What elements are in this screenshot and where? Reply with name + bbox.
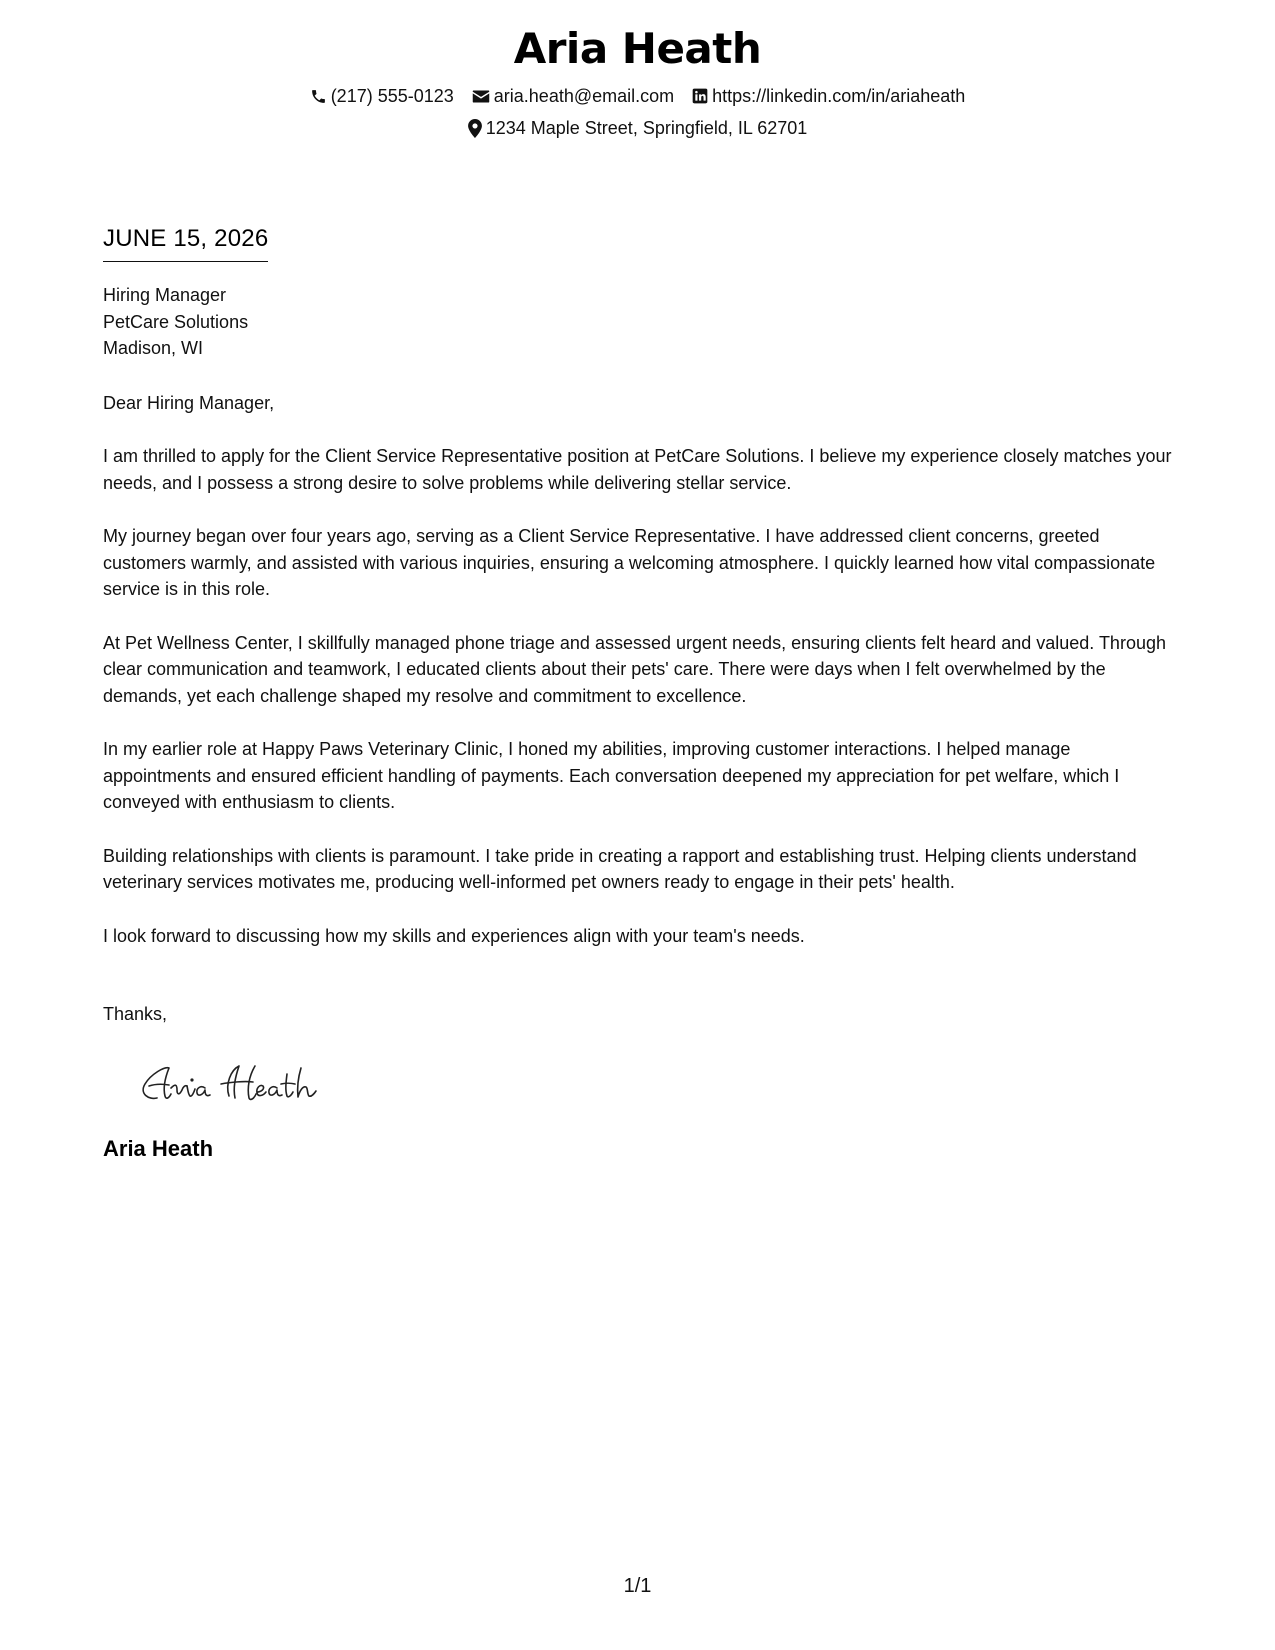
envelope-icon <box>472 89 490 104</box>
body-paragraph: In my earlier role at Happy Paws Veterinary Clinic, I honed my abilities, improving customer interactions. I helped manage appointments and ensured efficient handling of payments. Each conversation deepened my appreciation for pet welfare, which I conveyed with enthusiasm to clients. <box>103 739 1120 812</box>
letter-header <box>0 18 1275 142</box>
linkedin-link[interactable]: https://linkedin.com/in/ariaheath <box>712 86 966 106</box>
contact-row-primary <box>0 82 1275 110</box>
letter-body <box>103 222 1178 1164</box>
map-pin-icon <box>468 119 482 138</box>
contact-address <box>468 114 808 142</box>
recipient-company: PetCare Solutions <box>103 311 249 332</box>
signer-name: Aria Heath <box>103 1135 214 1161</box>
letter-date: JUNE 15, 2026 <box>103 222 268 262</box>
recipient-location: Madison, WI <box>103 338 204 358</box>
email-link[interactable]: aria.heath@email.com <box>493 86 675 106</box>
contact-row-secondary <box>0 114 1275 142</box>
body-paragraph: My journey began over four years ago, serving as a Client Service Representative. I have addressed client concerns, greeted customers warmly, and assisted with various inquiries, ensuring a welcoming atmosphere. I quickly learned how vital compassionate service is in this role. <box>103 526 1156 599</box>
salutation: Dear Hiring Manager, <box>103 392 275 413</box>
handwritten-signature <box>135 1054 335 1108</box>
body-paragraph: Building relationships with clients is paramount. I take pride in creating a rapport and establishing trust. Helping clients understand veterinary services motivates me, producing well-informed pet owners ready to engage in their pets' health. <box>103 845 1137 892</box>
body-paragraph: At Pet Wellness Center, I skillfully managed phone triage and assessed urgent needs, ensuring clients felt heard and valued. Through clear communication and teamwork, I educated clients about their pets' care. There were days when I felt overwhelmed by the demands, yet each challenge shaped my resolve and commitment to excellence. <box>103 632 1166 706</box>
contact-linkedin <box>692 82 965 110</box>
phone-icon <box>310 88 327 105</box>
body-paragraph: I look forward to discussing how my skills and experiences align with your team's needs. <box>103 925 805 946</box>
contact-phone <box>310 82 454 110</box>
applicant-name: Aria Heath <box>513 24 762 73</box>
linkedin-icon <box>692 88 708 104</box>
recipient-title: Hiring Manager <box>103 285 227 305</box>
page-number: 1/1 <box>623 1575 652 1597</box>
closing: Thanks, <box>103 1004 168 1024</box>
body-paragraph: I am thrilled to apply for the Client Service Representative position at PetCare Solutions. I believe my experience closely matches your needs, and I possess a strong desire to solve problems while delivering stellar service. <box>103 446 1172 493</box>
address-text: 1234 Maple Street, Springfield, IL 62701 <box>485 118 808 138</box>
phone-text: (217) 555-0123 <box>330 86 454 106</box>
contact-email <box>472 82 674 110</box>
recipient-block <box>103 282 1178 362</box>
